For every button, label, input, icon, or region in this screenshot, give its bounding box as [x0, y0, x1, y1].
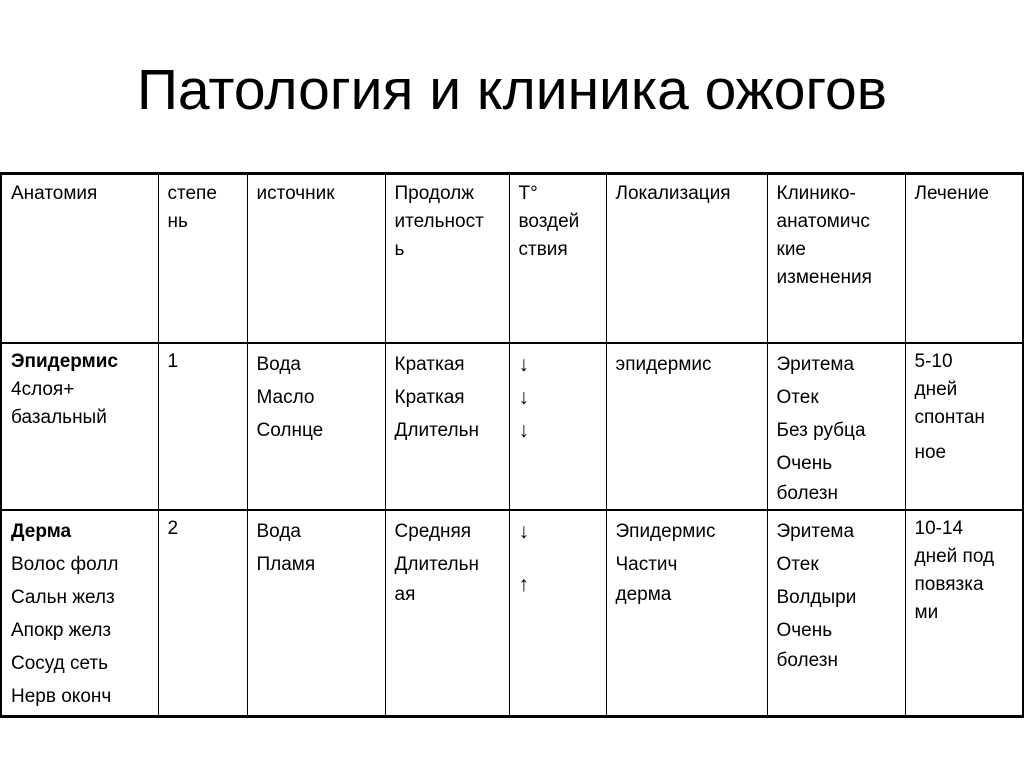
- changes-line: Очень: [776, 453, 833, 474]
- localization-line: эпидермис: [615, 354, 712, 375]
- treatment-line: ми: [914, 602, 939, 623]
- burns-table: [0, 172, 1024, 718]
- duration-line: Краткая: [394, 387, 465, 408]
- arrow-spacer: [519, 548, 598, 568]
- degree-value: 1: [167, 351, 179, 372]
- duration-line: Длительн: [394, 554, 479, 575]
- header-treatment: [905, 174, 1023, 344]
- header-changes-line: Клинико-: [776, 183, 856, 204]
- changes-line: Отек: [776, 554, 819, 575]
- arrow-down-icon: ↓: [518, 386, 529, 409]
- cell-source: [247, 343, 385, 510]
- header-duration-line: Продолж: [394, 183, 474, 204]
- changes-line: Эритема: [776, 521, 855, 542]
- header-changes: [767, 174, 905, 344]
- changes-line: Отек: [776, 387, 819, 408]
- treatment-line: дней: [914, 379, 958, 400]
- localization-line: Частич: [615, 554, 678, 575]
- cell-degree: [158, 510, 247, 717]
- source-line: Вода: [256, 354, 301, 375]
- cell-anatomy: [1, 343, 158, 510]
- anatomy-line: Апокр желз: [11, 620, 112, 641]
- cell-temperature: [509, 510, 606, 717]
- header-localization-line: Локализация: [615, 183, 731, 204]
- header-temperature-line: T°: [518, 183, 538, 204]
- treatment-line: повязка: [914, 574, 984, 595]
- header-changes-line: кие: [776, 239, 806, 260]
- changes-line: болезн: [776, 483, 838, 504]
- changes-line: болезн: [776, 650, 838, 671]
- table-row: [1, 510, 1023, 717]
- header-changes-line: анатомичс: [776, 211, 870, 232]
- source-line: Пламя: [256, 554, 316, 575]
- header-temperature: [509, 174, 606, 344]
- localization-line: дерма: [615, 584, 672, 605]
- cell-temperature: [509, 343, 606, 510]
- cell-changes: [767, 343, 905, 510]
- degree-value: 2: [167, 518, 179, 539]
- anatomy-line: Сосуд сеть: [11, 653, 109, 674]
- anatomy-line: Волос фолл: [11, 554, 119, 575]
- header-temperature-line: ствия: [518, 239, 568, 260]
- cell-treatment: [905, 343, 1023, 510]
- anatomy-heading: Эпидермис: [11, 351, 118, 372]
- anatomy-line: 4слоя+: [11, 379, 75, 400]
- treatment-line: 10-14: [914, 518, 964, 539]
- table-row: [1, 343, 1023, 510]
- anatomy-line: базальный: [11, 407, 107, 428]
- cell-treatment: [905, 510, 1023, 717]
- arrow-down-icon: ↓: [518, 419, 529, 442]
- cell-localization: [606, 510, 767, 717]
- header-duration: [385, 174, 509, 344]
- table-header-row: [1, 174, 1023, 344]
- header-anatomy: [1, 174, 158, 344]
- localization-line: Эпидермис: [615, 521, 716, 542]
- header-anatomy-line: Анатомия: [11, 183, 98, 204]
- treatment-line: спонтан: [914, 407, 985, 428]
- duration-line: Длительн: [394, 420, 479, 441]
- changes-line: Волдыри: [776, 587, 857, 608]
- header-source-line: источник: [256, 183, 335, 204]
- duration-line: ая: [394, 584, 416, 605]
- treatment-line: дней под: [914, 546, 995, 567]
- cell-duration: [385, 343, 509, 510]
- changes-line: Без рубца: [776, 420, 866, 441]
- changes-line: Очень: [776, 620, 833, 641]
- treatment-line: ное: [914, 442, 947, 463]
- source-line: Солнце: [256, 420, 324, 441]
- changes-line: Эритема: [776, 354, 855, 375]
- duration-line: Средняя: [394, 521, 472, 542]
- treatment-line: 5-10: [914, 351, 953, 372]
- cell-duration: [385, 510, 509, 717]
- cell-localization: [606, 343, 767, 510]
- source-line: Вода: [256, 521, 301, 542]
- header-temperature-line: воздей: [518, 211, 580, 232]
- source-line: Масло: [256, 387, 315, 408]
- header-degree-line: степе: [167, 183, 217, 204]
- arrow-down-icon: ↓: [518, 520, 529, 543]
- header-localization: [606, 174, 767, 344]
- cell-anatomy: [1, 510, 158, 717]
- header-treatment-line: Лечение: [914, 183, 990, 204]
- anatomy-line: Нерв оконч: [11, 686, 112, 707]
- anatomy-heading: Дерма: [11, 521, 72, 542]
- arrow-up-icon: ↑: [518, 573, 529, 596]
- anatomy-line: Сальн желз: [11, 587, 115, 608]
- header-duration-line: ь: [394, 239, 405, 260]
- header-changes-line: изменения: [776, 267, 872, 288]
- cell-source: [247, 510, 385, 717]
- header-duration-line: ительност: [394, 211, 484, 232]
- header-degree: [158, 174, 247, 344]
- cell-degree: [158, 343, 247, 510]
- cell-changes: [767, 510, 905, 717]
- arrow-down-icon: ↓: [518, 353, 529, 376]
- header-degree-line: нь: [167, 211, 188, 232]
- header-source: [247, 174, 385, 344]
- duration-line: Краткая: [394, 354, 465, 375]
- slide-title: Патология и клиника ожогов: [136, 58, 888, 122]
